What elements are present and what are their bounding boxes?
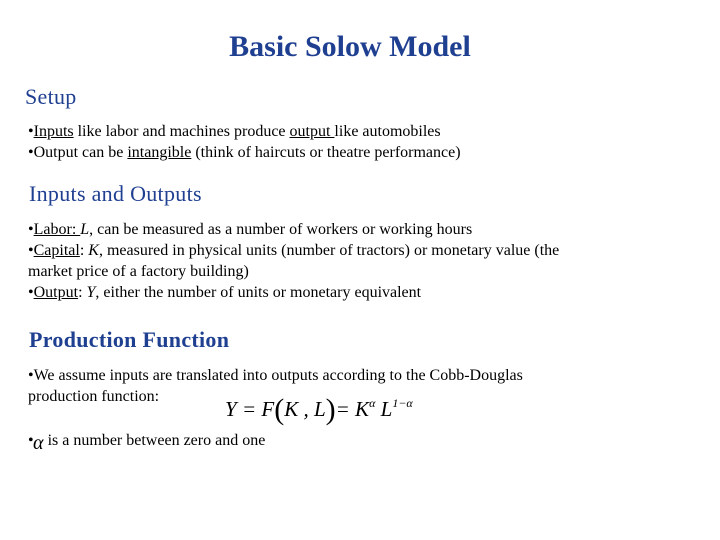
text: :: [78, 284, 87, 301]
text: , either the number of units or monetary equivalent: [95, 284, 422, 301]
text: like automobiles: [334, 123, 441, 140]
section-heading-inputs-outputs: Inputs and Outputs: [29, 181, 202, 206]
formula-l: L: [375, 397, 393, 421]
section-heading-production-function: Production Function: [29, 327, 230, 352]
setup-bullet-2: [28, 143, 461, 163]
section-heading-setup: Setup: [25, 84, 77, 109]
formula-eq: = F: [236, 397, 275, 421]
term-output: Output: [33, 284, 79, 301]
symbol-l: L: [80, 221, 90, 238]
prod-text-line-2: production function:: [28, 388, 160, 405]
text: , can be measured as a number of workers or working hours: [89, 221, 473, 238]
bullet: •: [28, 221, 34, 238]
formula-open-paren: (: [274, 393, 285, 426]
text: Output can be: [33, 144, 128, 161]
formula-args: K , L: [284, 397, 326, 421]
formula-exponent-one-minus-alpha: 1−α: [392, 396, 413, 410]
term-output: output: [289, 123, 335, 140]
formula-close-paren: ): [325, 393, 336, 426]
bullet: •: [28, 432, 34, 449]
bullet: •: [28, 284, 34, 301]
prod-text-line-1: •We assume inputs are translated into outputs according to the Cobb-Douglas: [28, 367, 523, 384]
alpha-symbol: α: [33, 432, 44, 454]
cobb-douglas-formula: [225, 393, 413, 427]
formula-exponent-alpha: α: [369, 396, 376, 410]
term-labor: Labor:: [33, 221, 81, 238]
text: is a number between zero and one: [47, 432, 266, 449]
symbol-y: Y: [86, 284, 96, 301]
term-inputs: Inputs: [33, 123, 74, 140]
io-capital-continuation: market price of a factory building): [28, 263, 249, 280]
formula-eq2: = K: [335, 397, 370, 421]
text: :: [79, 242, 89, 259]
bullet: •: [28, 242, 34, 259]
io-bullet-capital: [28, 241, 559, 261]
term-intangible: intangible: [127, 144, 192, 161]
text: like labor and machines produce: [73, 123, 290, 140]
formula-lhs: Y: [225, 397, 237, 421]
io-bullet-labor: [28, 220, 472, 240]
io-bullet-output: [28, 283, 421, 303]
prod-bullet-alpha: [28, 431, 265, 451]
page-title: Basic Solow Model: [229, 30, 471, 63]
text: (think of haircuts or theatre performance): [191, 144, 461, 161]
text: , measured in physical units (number of tractors) or monetary value (the: [98, 242, 560, 259]
symbol-k: K: [88, 242, 99, 259]
bullet: •: [28, 123, 34, 140]
bullet: •: [28, 144, 34, 161]
term-capital: Capital: [33, 242, 80, 259]
setup-bullet-1: [28, 122, 441, 142]
